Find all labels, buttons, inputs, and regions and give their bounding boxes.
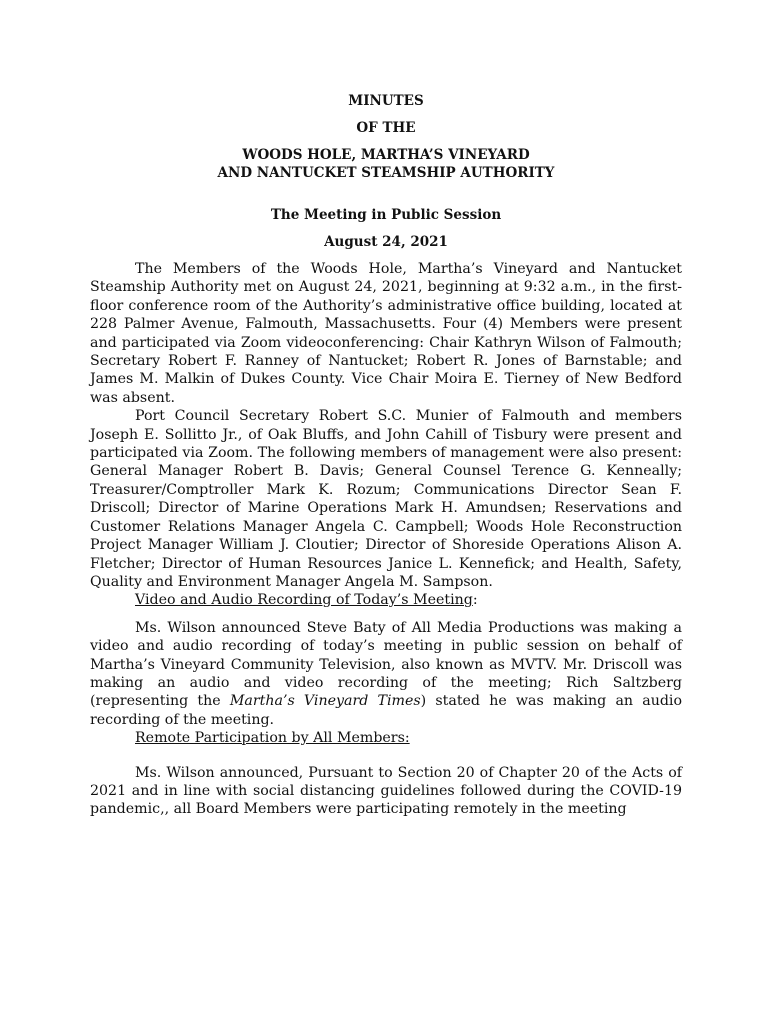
section-title-remote-participation bbox=[135, 729, 682, 747]
section-title-video-recording bbox=[135, 591, 682, 609]
section-title-video-text: Video and Audio Recording of Today’s Meeting bbox=[135, 592, 473, 609]
recording-paragraph bbox=[90, 619, 682, 729]
title-of-the: OF THE bbox=[356, 120, 416, 136]
section-title-video-colon: : bbox=[472, 592, 478, 609]
authority-name-line1: WOODS HOLE, MARTHA’S VINEYARD bbox=[242, 147, 530, 163]
attendance-paragraph: The Members of the Woods Hole, Martha’s Vineyard and Nantucket Steamship Authority met on August 24, 2021, beginning at 9:32 a.m., in the first-floor conference room of the Authority’s administrative office building, located at 228 Palmer Avenue, Falmouth, Massachusetts. Four (4) Members were present and participated via Zoom videoconferencing: Chair Kathryn Wilson of Falmouth; Secretary Robert F. Ranney of Nantucket; Robert R. Jones of Barnstable; and James M. Malkin of Dukes County. Vice Chair Moira E. Tierney of New Bedford was absent. bbox=[90, 261, 682, 406]
authority-name-line2: AND NANTUCKET STEAMSHIP AUTHORITY bbox=[217, 165, 555, 181]
newspaper-name: Martha’s Vineyard Times bbox=[229, 693, 421, 710]
section-title-remote-text: Remote Participation by All Members: bbox=[135, 730, 410, 747]
recording-text-end: ) stated he was making an audio recording of the meeting. bbox=[90, 693, 682, 728]
recording-text-start: Ms. Wilson announced Steve Baty of All Media Productions was making a video and audio recording of today’s meeting in public session on behalf of Martha’s Vineyard Community Television, also known as MVTV. Mr. Driscoll was making an audio and video recording of the meeting; Rich Saltzberg (representing the bbox=[90, 619, 682, 710]
port-council-paragraph: Port Council Secretary Robert S.C. Munier of Falmouth and members Joseph E. Sollitto Jr., of Oak Bluffs, and John Cahill of Tisbury were present and participated via Zoom. The following members of management were also present: General Manager Robert B. Davis; General Counsel Terence G. Kenneally; Treasurer/Comptroller Mark K. Rozum; Communications Director Sean F. Driscoll; Director of Marine Operations Mark H. Amundsen; Reservations and Customer Relations Manager Angela C. Campbell; Woods Hole Reconstruction Project Manager William J. Cloutier; Director of Shoreside Operations Alison A. Fletcher; Director of Human Resources Janice L. Kennefick; and Health, Safety, Quality and Environment Manager Angela M. Sampson. bbox=[90, 408, 682, 590]
meeting-date: August 24, 2021 bbox=[324, 234, 448, 250]
title-minutes: MINUTES bbox=[348, 93, 424, 109]
session-title: The Meeting in Public Session bbox=[270, 207, 502, 223]
minutes-document bbox=[90, 92, 682, 819]
remote-participation-paragraph: Ms. Wilson announced, Pursuant to Section 20 of Chapter 20 of the Acts of 2021 and in line with social distancing guidelines followed during the COVID-19 pandemic,, all Board Members were participating remotely in the meeting bbox=[90, 764, 682, 818]
